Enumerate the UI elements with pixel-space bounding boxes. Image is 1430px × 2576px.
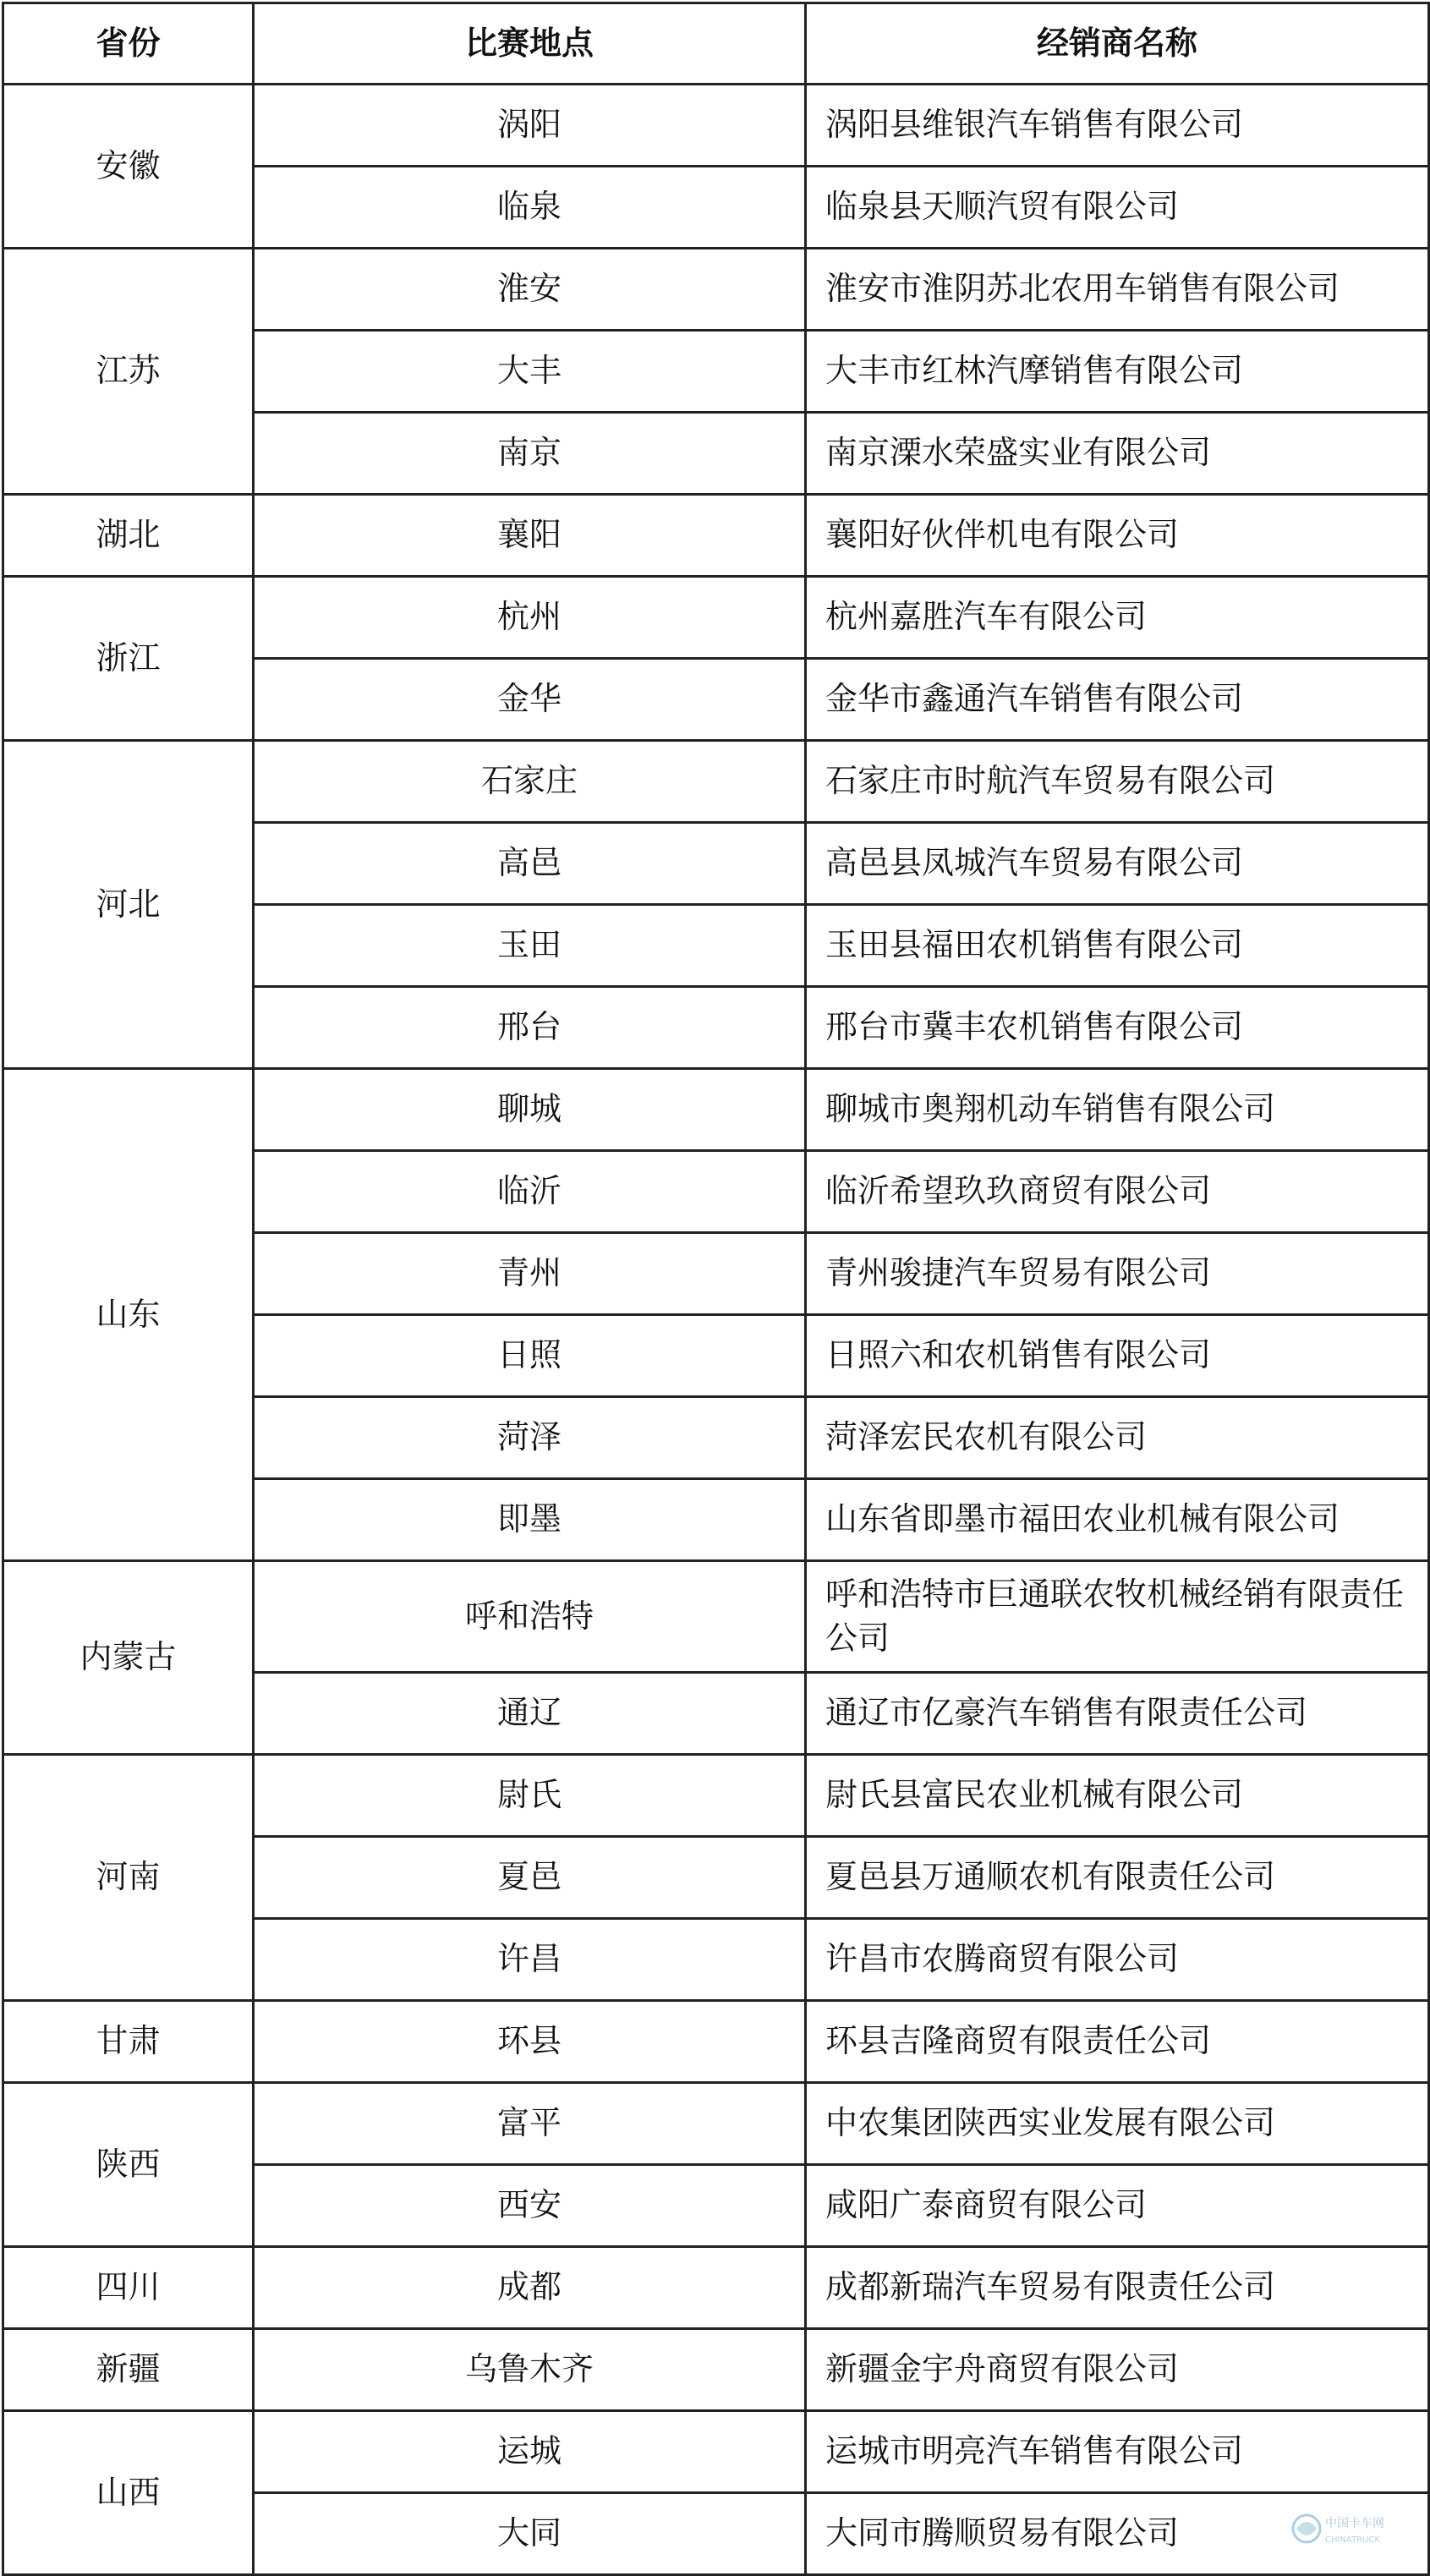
watermark-brand: 中国卡车网 (1325, 2517, 1384, 2530)
province-cell: 江苏 (3, 249, 254, 495)
dealer-cell: 杭州嘉胜汽车有限公司 (806, 577, 1429, 659)
dealer-cell: 大同市腾顺贸易有限公司 (806, 2493, 1429, 2575)
dealer-cell: 中农集团陕西实业发展有限公司 (806, 2083, 1429, 2165)
location-cell: 襄阳 (254, 495, 806, 577)
location-cell: 菏泽 (254, 1397, 806, 1479)
table-row (3, 2411, 1429, 2493)
dealer-cell: 日照六和农机销售有限公司 (806, 1315, 1429, 1397)
dealer-cell: 许昌市农腾商贸有限公司 (806, 1919, 1429, 2001)
province-cell: 四川 (3, 2247, 254, 2329)
location-cell: 大丰 (254, 331, 806, 413)
dealer-cell: 山东省即墨市福田农业机械有限公司 (806, 1479, 1429, 1561)
location-cell: 通辽 (254, 1673, 806, 1755)
dealer-cell: 夏邑县万通顺农机有限责任公司 (806, 1837, 1429, 1919)
header-province: 省份 (3, 3, 254, 85)
location-cell: 大同 (254, 2493, 806, 2575)
table-row (3, 577, 1429, 659)
location-cell: 青州 (254, 1233, 806, 1315)
dealer-cell: 石家庄市时航汽车贸易有限公司 (806, 741, 1429, 823)
location-cell: 杭州 (254, 577, 806, 659)
dealer-cell: 襄阳好伙伴机电有限公司 (806, 495, 1429, 577)
dealer-cell: 菏泽宏民农机有限公司 (806, 1397, 1429, 1479)
province-cell: 河北 (3, 741, 254, 1069)
dealer-cell: 高邑县凤城汽车贸易有限公司 (806, 823, 1429, 905)
dealer-cell: 成都新瑞汽车贸易有限责任公司 (806, 2247, 1429, 2329)
province-cell: 陕西 (3, 2083, 254, 2247)
dealer-cell: 玉田县福田农机销售有限公司 (806, 905, 1429, 987)
province-cell: 河南 (3, 1755, 254, 2001)
location-cell: 西安 (254, 2165, 806, 2247)
location-cell: 邢台 (254, 987, 806, 1069)
dealer-cell: 聊城市奥翔机动车销售有限公司 (806, 1069, 1429, 1151)
dealer-cell: 涡阳县维银汽车销售有限公司 (806, 85, 1429, 167)
watermark-latin: CHINATRUCK (1325, 2535, 1380, 2545)
location-cell: 成都 (254, 2247, 806, 2329)
table-row (3, 1561, 1429, 1673)
table-row (3, 85, 1429, 167)
location-cell: 乌鲁木齐 (254, 2329, 806, 2411)
location-cell: 日照 (254, 1315, 806, 1397)
location-cell: 南京 (254, 413, 806, 495)
dealer-cell: 金华市鑫通汽车销售有限公司 (806, 659, 1429, 741)
province-cell: 山东 (3, 1069, 254, 1561)
province-cell: 安徽 (3, 85, 254, 249)
location-cell: 夏邑 (254, 1837, 806, 1919)
location-cell: 尉氏 (254, 1755, 806, 1837)
header-location: 比赛地点 (254, 3, 806, 85)
location-cell: 石家庄 (254, 741, 806, 823)
dealer-cell: 临泉县天顺汽贸有限公司 (806, 167, 1429, 249)
dealer-cell: 咸阳广泰商贸有限公司 (806, 2165, 1429, 2247)
location-cell: 淮安 (254, 249, 806, 331)
dealer-table (2, 2, 1430, 2576)
province-cell: 山西 (3, 2411, 254, 2575)
watermark-logo (1288, 2503, 1415, 2554)
location-cell: 富平 (254, 2083, 806, 2165)
dealer-cell: 南京溧水荣盛实业有限公司 (806, 413, 1429, 495)
dealer-cell: 尉氏县富民农业机械有限公司 (806, 1755, 1429, 1837)
location-cell: 高邑 (254, 823, 806, 905)
table-row (3, 741, 1429, 823)
header-row (3, 3, 1429, 85)
table-body (3, 85, 1429, 2575)
table-row (3, 2001, 1429, 2083)
province-cell: 内蒙古 (3, 1561, 254, 1755)
table-row (3, 495, 1429, 577)
location-cell: 涡阳 (254, 85, 806, 167)
province-cell: 浙江 (3, 577, 254, 741)
province-cell: 甘肃 (3, 2001, 254, 2083)
dealer-cell: 临沂希望玖玖商贸有限公司 (806, 1151, 1429, 1233)
header-dealer: 经销商名称 (806, 3, 1429, 85)
table-row (3, 2247, 1429, 2329)
province-cell: 新疆 (3, 2329, 254, 2411)
dealer-cell: 呼和浩特市巨通联农牧机械经销有限责任公司 (806, 1561, 1429, 1673)
dealer-cell: 大丰市红林汽摩销售有限公司 (806, 331, 1429, 413)
location-cell: 临泉 (254, 167, 806, 249)
location-cell: 临沂 (254, 1151, 806, 1233)
table-row (3, 1755, 1429, 1837)
location-cell: 环县 (254, 2001, 806, 2083)
dealer-cell: 通辽市亿豪汽车销售有限责任公司 (806, 1673, 1429, 1755)
dealer-cell: 淮安市淮阴苏北农用车销售有限公司 (806, 249, 1429, 331)
table-row (3, 2083, 1429, 2165)
table-row (3, 1069, 1429, 1151)
location-cell: 玉田 (254, 905, 806, 987)
dealer-cell: 运城市明亮汽车销售有限公司 (806, 2411, 1429, 2493)
dealer-cell: 邢台市冀丰农机销售有限公司 (806, 987, 1429, 1069)
dealer-cell: 青州骏捷汽车贸易有限公司 (806, 1233, 1429, 1315)
table-row (3, 249, 1429, 331)
table-row (3, 2329, 1429, 2411)
location-cell: 金华 (254, 659, 806, 741)
dealer-cell: 环县吉隆商贸有限责任公司 (806, 2001, 1429, 2083)
dealer-cell: 新疆金宇舟商贸有限公司 (806, 2329, 1429, 2411)
location-cell: 呼和浩特 (254, 1561, 806, 1673)
location-cell: 聊城 (254, 1069, 806, 1151)
location-cell: 许昌 (254, 1919, 806, 2001)
location-cell: 运城 (254, 2411, 806, 2493)
province-cell: 湖北 (3, 495, 254, 577)
location-cell: 即墨 (254, 1479, 806, 1561)
